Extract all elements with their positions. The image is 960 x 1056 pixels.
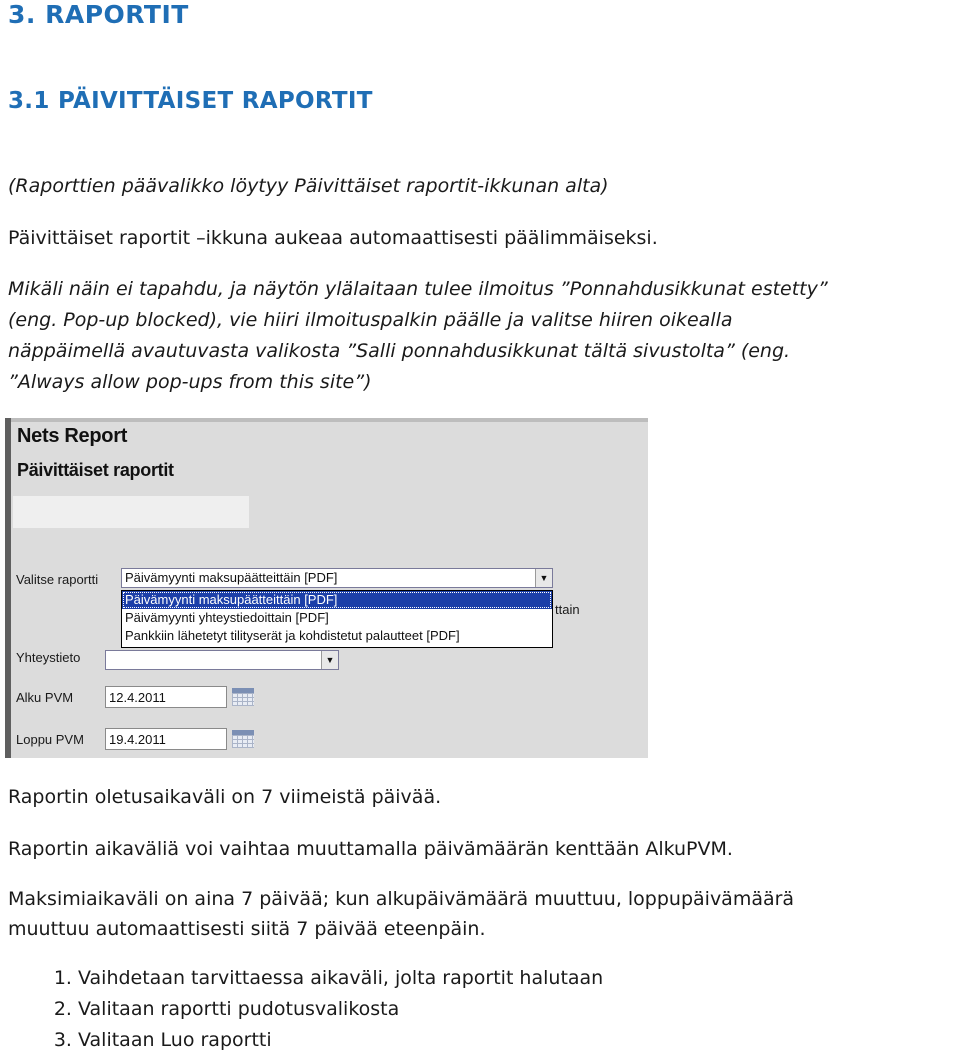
intro-note: (Raporttien päävalikko löytyy Päivittäiset raportit-ikkunan alta) <box>8 175 609 197</box>
steps-list <box>0 963 603 1056</box>
start-date-label: Alku PVM <box>16 690 74 705</box>
default-range-text: Raportin oletusaikaväli on 7 viimeistä päivää. <box>8 786 442 808</box>
report-select-value: Päivämyynti maksupäätteittäin [PDF] <box>125 570 338 585</box>
chevron-down-icon[interactable]: ▼ <box>321 651 338 669</box>
chevron-down-icon[interactable]: ▼ <box>535 569 552 587</box>
report-select-label: Valitse raportti <box>16 572 99 587</box>
step-item: 3. Valitaan Luo raportti <box>78 1025 603 1056</box>
start-date-input[interactable]: 12.4.2011 <box>105 686 227 708</box>
report-option[interactable]: Päivämyynti yhteystiedoittain [PDF] <box>125 610 329 625</box>
contact-label: Yhteystieto <box>16 650 81 665</box>
popup-line-1: Mikäli näin ei tapahdu, ja näytön ylälaitaan tulee ilmoitus ”Ponnahdusikkunat estetty” <box>8 278 828 300</box>
report-options-list[interactable] <box>121 590 553 648</box>
page-title: 3. RAPORTIT <box>8 0 189 29</box>
report-select[interactable] <box>121 568 553 588</box>
calendar-icon[interactable] <box>232 730 254 748</box>
screenshot-top-edge <box>5 418 648 422</box>
end-date-input[interactable]: 19.4.2011 <box>105 728 227 750</box>
end-date-label: Loppu PVM <box>16 732 84 747</box>
intro-auto-open: Päivittäiset raportit –ikkuna aukeaa automaattisesti päälimmäiseksi. <box>8 227 658 249</box>
popup-line-3: näppäimellä avautuvasta valikosta ”Salli ponnahdusikkunat tältä sivustolta” (eng. <box>8 340 791 362</box>
max-range-line-2: muuttuu automaattisesti siitä 7 päivää eteenpäin. <box>8 918 486 940</box>
truncated-text: ttain <box>555 602 580 617</box>
report-option[interactable]: Päivämyynti maksupäätteittäin [PDF] <box>122 591 552 609</box>
screenshot-window-title: Päivittäiset raportit <box>17 460 174 480</box>
report-option[interactable]: Pankkiin lähetetyt tilityserät ja kohdistetut palautteet [PDF] <box>125 628 460 643</box>
calendar-icon[interactable] <box>232 688 254 706</box>
max-range-line-1: Maksimiaikaväli on aina 7 päivää; kun alkupäivämäärä muuttuu, loppupäivämäärä <box>8 888 795 910</box>
step-item: 1. Vaihdetaan tarvittaessa aikaväli, jolta raportit halutaan <box>78 963 603 994</box>
blurred-area <box>13 496 249 528</box>
screenshot-left-edge <box>5 418 11 758</box>
report-screenshot <box>5 418 648 758</box>
change-range-text: Raportin aikaväliä voi vaihtaa muuttamalla päivämäärän kenttään AlkuPVM. <box>8 838 733 860</box>
popup-line-2: (eng. Pop-up blocked), vie hiiri ilmoituspalkin päälle ja valitse hiiren oikealla <box>8 309 733 331</box>
section-title: 3.1 PÄIVITTÄISET RAPORTIT <box>8 88 373 114</box>
contact-select[interactable] <box>105 650 339 670</box>
step-item: 2. Valitaan raportti pudotusvalikosta <box>78 994 603 1025</box>
popup-line-4: ”Always allow pop-ups from this site”) <box>8 371 372 393</box>
screenshot-app-title: Nets Report <box>17 425 128 447</box>
